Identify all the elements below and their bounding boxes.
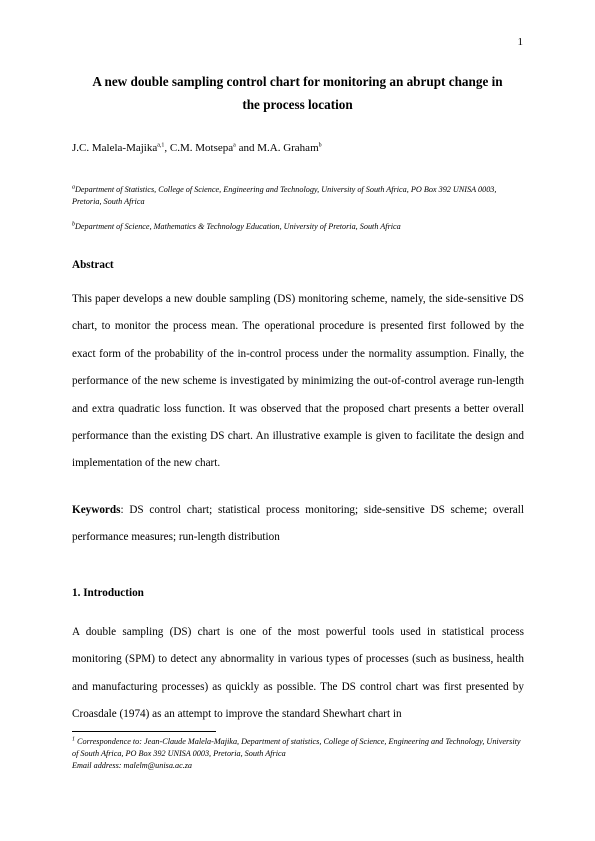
introduction-body: A double sampling (DS) chart is one of the most powerful tools used in statistical process monitoring (SPM) to detect any abnormality in various types of processes (such as business, health and manufacturing processes) as quickly as possible. The DS control chart was first presented by Croasdale (1974) as an attempt to improve the standard Shewhart chart in	[72, 626, 524, 721]
author-name: J.C. Malela-Majika	[72, 142, 158, 154]
affiliation-b	[72, 221, 527, 233]
affiliation-a	[72, 184, 527, 208]
author-affiliation-mark: a	[233, 142, 236, 149]
author-name: M.A. Graham	[257, 142, 319, 154]
footnote-email: Email address: malelm@unisa.ac.za	[72, 761, 193, 770]
abstract-body: This paper develops a new double sampling (DS) monitoring scheme, namely, the side-sensitive DS chart, to monitor the process mean. The operational procedure is presented first followed by the exact form of the probability of the in-control process under the normality assumption. Finally, the performance of the new scheme is investigated by minimizing the out-of-control average run-length and extra quadratic loss function. It was observed that the proposed chart presents a better overall performance than the existing DS chart. An illustrative example is given to facilitate the design and implementation of the new chart.	[72, 293, 524, 470]
affiliation-text: Department of Science, Mathematics & Technology Education, University of Pretoria, South Africa	[75, 222, 401, 231]
author-separator: ,	[164, 142, 170, 154]
footnote-mark: 1	[72, 736, 75, 743]
footnote-correspondence	[72, 736, 527, 760]
keywords-text: : DS control chart; statistical process monitoring; side-sensitive DS scheme; overall performance measures; run-length distribution	[72, 504, 524, 544]
affiliation-text: Department of Statistics, College of Science, Engineering and Technology, University of South Africa, PO Box 392 UNISA 0003, Pretoria, South Africa	[72, 185, 497, 206]
author-name: C.M. Motsepa	[169, 142, 234, 154]
paper-title	[60, 70, 535, 116]
author-affiliation-mark: a,1	[157, 142, 165, 149]
affiliation-mark: a	[72, 184, 75, 191]
author-list	[72, 142, 322, 154]
abstract-heading: Abstract	[72, 259, 114, 271]
footnote-text: Correspondence to: Jean-Claude Malela-Majika, Department of statistics, College of Science, Engineering and Technology, University of South Africa, PO Box 392 UNISA 0003, Pretoria, South Africa	[72, 737, 521, 758]
page-number: 1	[517, 36, 523, 48]
keywords-label: Keywords	[72, 504, 121, 516]
author-separator: and	[235, 142, 258, 154]
author-affiliation-mark: b	[318, 142, 322, 149]
title-line-1: A new double sampling control chart for monitoring an abrupt change in	[92, 74, 503, 89]
footnote-divider	[72, 731, 216, 732]
keywords-section	[72, 497, 524, 552]
footnote	[72, 736, 527, 772]
affiliation-mark: b	[72, 221, 75, 228]
title-line-2: the process location	[242, 97, 353, 112]
introduction-heading: 1. Introduction	[72, 587, 144, 599]
